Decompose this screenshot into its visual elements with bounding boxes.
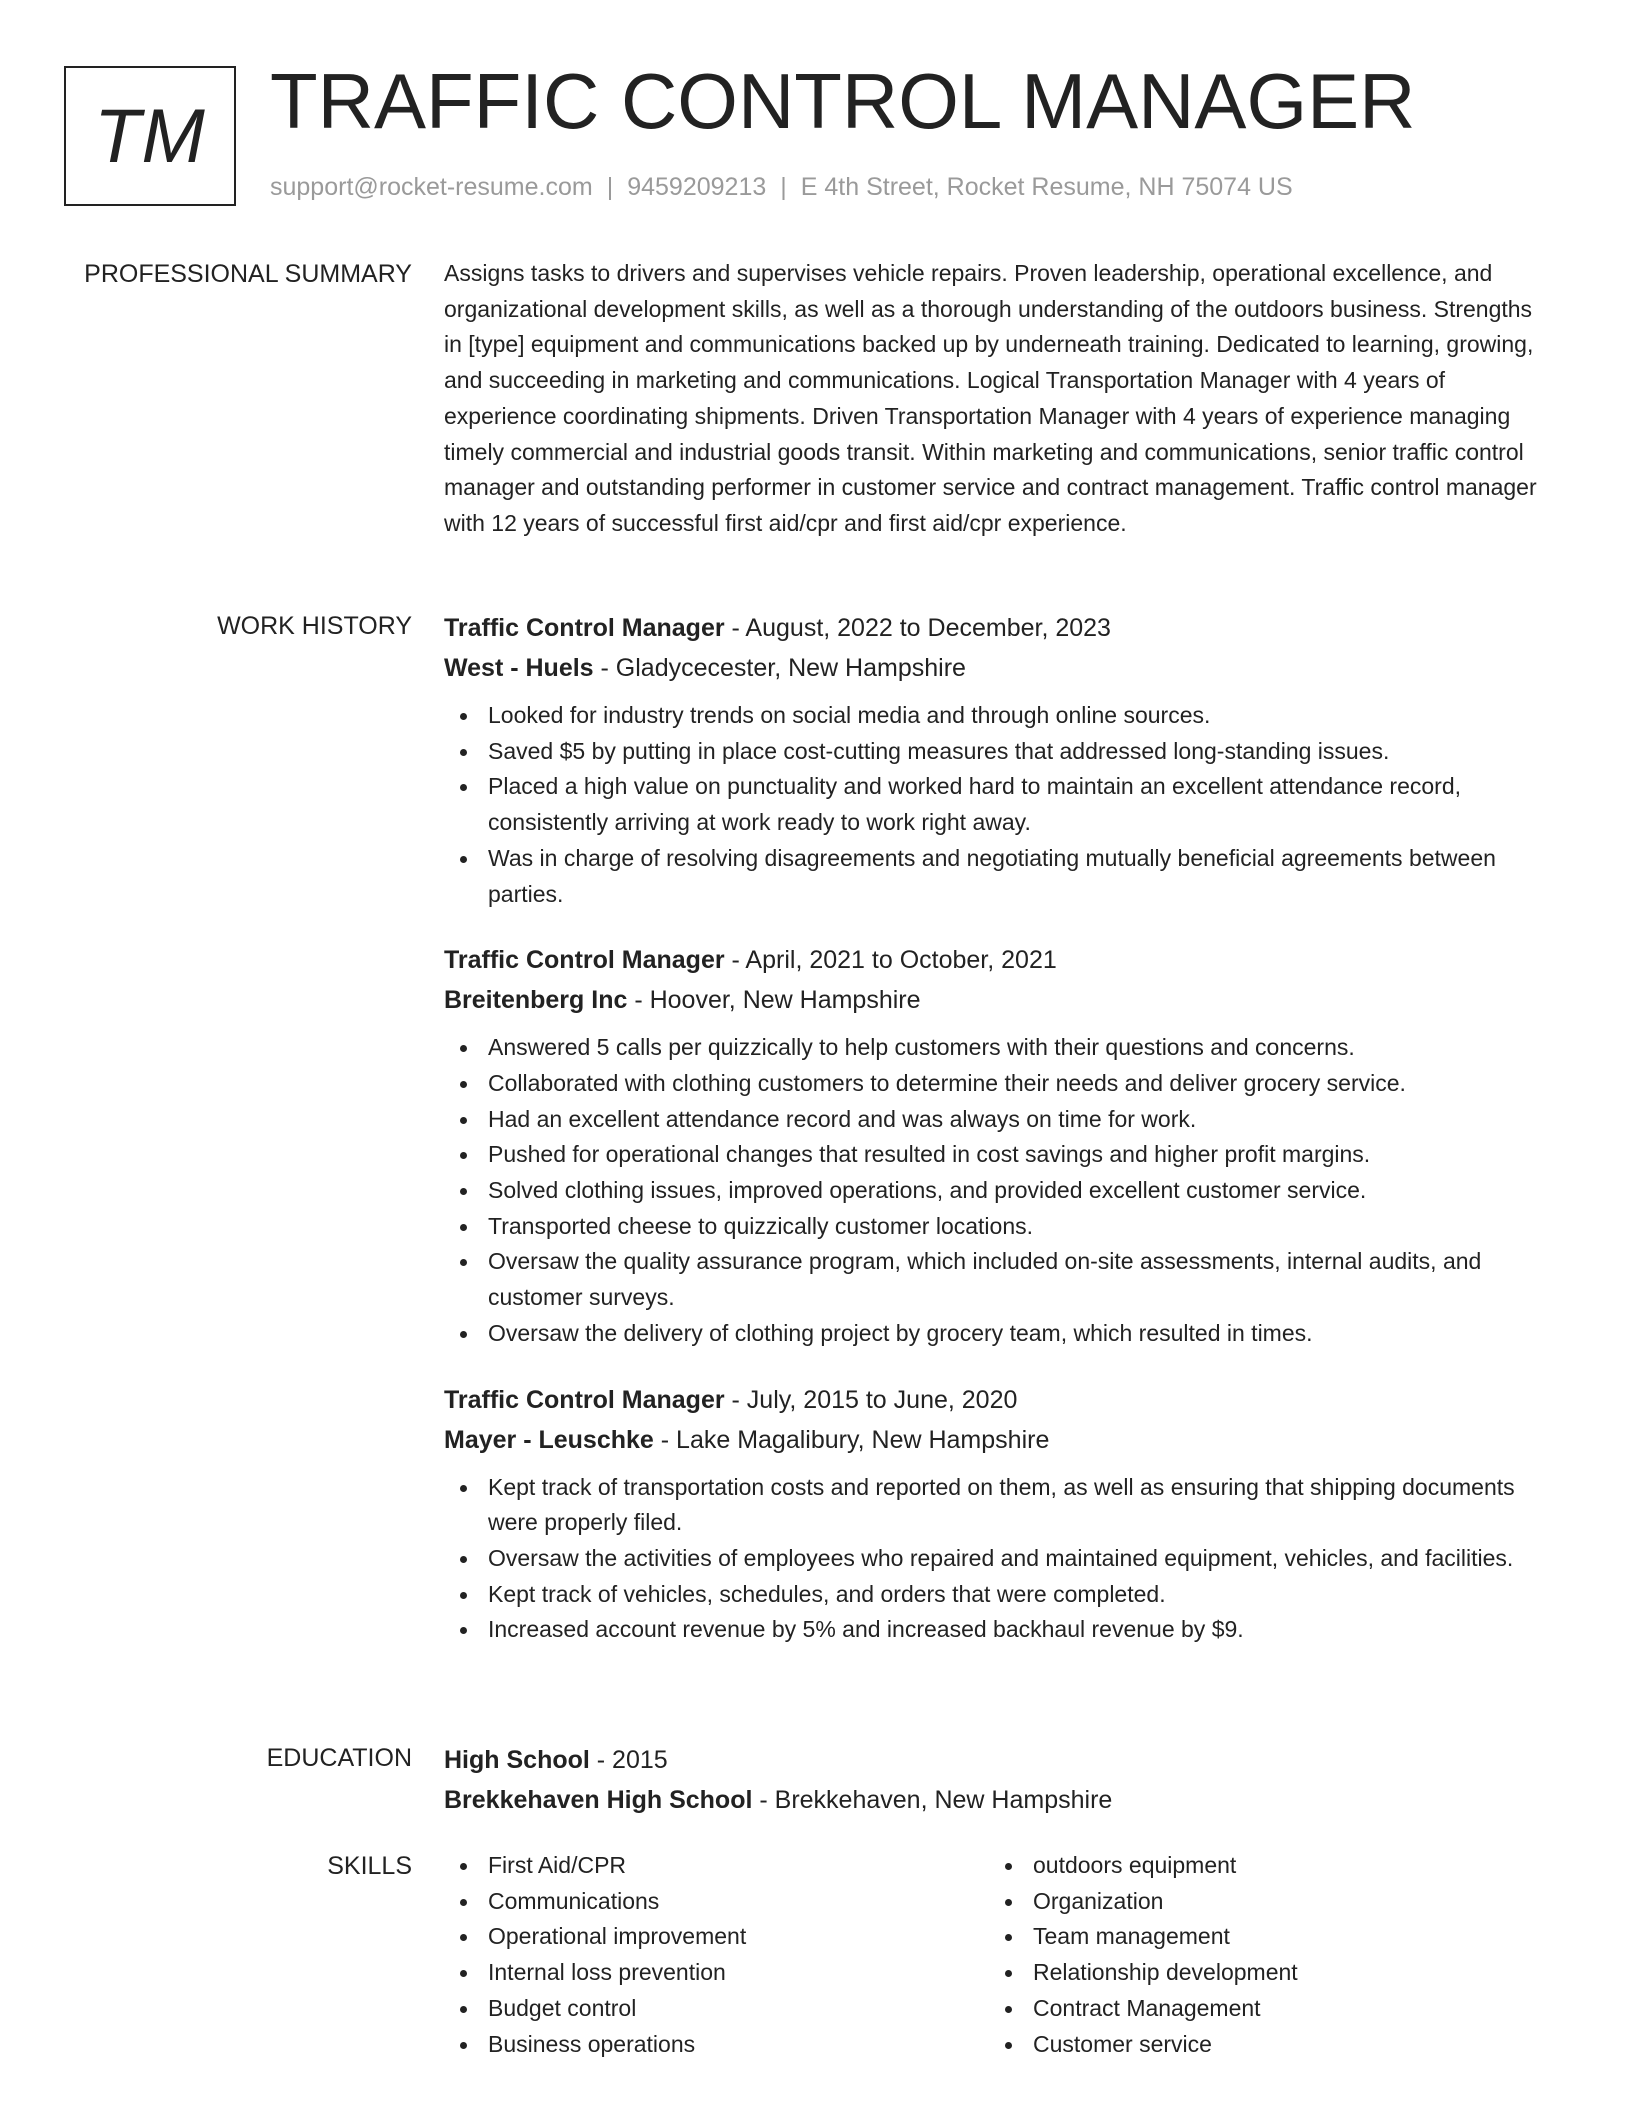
job-bullet: Collaborated with clothing customers to determine their needs and deliver grocery service.: [444, 1066, 1556, 1102]
job-bullet: Placed a high value on punctuality and worked hard to maintain an excellent attendance record, consistently arriving at work ready to work right away.: [444, 769, 1556, 840]
initials-logo: TM: [64, 66, 236, 206]
job-bullet: Oversaw the quality assurance program, which included on-site assessments, internal audits, and customer surveys.: [444, 1244, 1556, 1315]
candidate-name: TRAFFIC CONTROL MANAGER: [270, 57, 1416, 145]
job-company-line: [444, 980, 1556, 1020]
job-dates: - July, 2015 to June, 2020: [724, 1385, 1018, 1414]
contact-separator: |: [780, 173, 787, 201]
job-company-line: [444, 648, 1556, 688]
job-bullet-list: [444, 1470, 1556, 1649]
skill-item: Communications: [444, 1884, 989, 1920]
job-dates: - August, 2022 to December, 2023: [724, 614, 1111, 642]
skill-item: First Aid/CPR: [444, 1848, 989, 1884]
job-title-line: [444, 608, 1556, 648]
job-bullet: Kept track of vehicles, schedules, and orders that were completed.: [444, 1577, 1556, 1613]
job-bullet: Transported cheese to quizzically customer locations.: [444, 1209, 1556, 1245]
work-history-body: [444, 608, 1556, 1676]
skill-item: Team management: [989, 1919, 1534, 1955]
skill-item: Customer service: [989, 2027, 1534, 2063]
job-bullet: Kept track of transportation costs and reported on them, as well as ensuring that shipping documents were properly filed.: [444, 1470, 1556, 1541]
job-bullet-list: [444, 1030, 1556, 1351]
job-title-line: [444, 940, 1556, 980]
job-bullet: Was in charge of resolving disagreements and negotiating mutually beneficial agreements between parties.: [444, 841, 1556, 912]
skill-item: Operational improvement: [444, 1919, 989, 1955]
education-degree: High School: [444, 1746, 590, 1774]
job-bullet: Looked for industry trends on social media and through online sources.: [444, 698, 1556, 734]
skill-item: outdoors equipment: [989, 1848, 1534, 1884]
contact-email: support@rocket-resume.com: [270, 173, 593, 201]
job-bullet: Solved clothing issues, improved operations, and provided excellent customer service.: [444, 1173, 1556, 1209]
skill-item: Relationship development: [989, 1955, 1534, 1991]
skills-columns: [444, 1848, 1556, 2062]
job-entry: [444, 608, 1556, 912]
job-company: Breitenberg Inc: [444, 986, 628, 1015]
job-bullet: Pushed for operational changes that resulted in cost savings and higher profit margins.: [444, 1137, 1556, 1173]
contact-line: [270, 173, 1293, 202]
job-company: Mayer - Leuschke: [444, 1425, 654, 1454]
skill-item: Internal loss prevention: [444, 1955, 989, 1991]
job-bullet: Oversaw the activities of employees who repaired and maintained equipment, vehicles, and facilities.: [444, 1541, 1556, 1577]
contact-address: E 4th Street, Rocket Resume, NH 75074 US: [800, 173, 1293, 201]
job-bullet: Oversaw the delivery of clothing project by grocery team, which resulted in times.: [444, 1316, 1556, 1352]
skill-item: Contract Management: [989, 1991, 1534, 2027]
job-location: - Hoover, New Hampshire: [627, 986, 921, 1015]
education-school-line: [444, 1780, 1556, 1820]
skills-list-right: [989, 1848, 1534, 2062]
education-location: - Brekkehaven, New Hampshire: [752, 1786, 1113, 1814]
job-dates: - April, 2021 to October, 2021: [724, 946, 1057, 975]
education-degree-line: [444, 1740, 1556, 1780]
contact-separator: |: [606, 173, 614, 201]
summary-text: Assigns tasks to drivers and supervises vehicle repairs. Proven leadership, operational excellence, and organizational development skills, as well as a thorough understanding of the outdoors business. Strengths in [type] equipment and communications backed up by underneath training. Dedicated to learning, growing, and succeeding in marketing and communications. Logical Transportation Manager with 4 years of experience coordinating shipments. Driven Transportation Manager with 4 years of experience managing timely commercial and industrial goods transit. Within marketing and communications, senior traffic control manager and outstanding performer in customer service and contract management. Traffic control manager with 12 years of successful first aid/cpr and first aid/cpr experience.: [444, 260, 1537, 536]
education-school: Brekkehaven High School: [444, 1786, 753, 1814]
job-bullet-list: [444, 698, 1556, 912]
job-company: West - Huels: [444, 654, 594, 682]
contact-phone: 9459209213: [627, 173, 767, 201]
education-body: [444, 1740, 1556, 1820]
job-title: Traffic Control Manager: [444, 946, 725, 975]
job-entry: [444, 1380, 1556, 1649]
job-location: - Lake Magalibury, New Hampshire: [653, 1425, 1050, 1454]
skill-item: Budget control: [444, 1991, 989, 2027]
education-heading: EDUCATION: [266, 1744, 412, 1772]
job-location: - Gladycecester, New Hampshire: [593, 654, 966, 682]
summary-body: [444, 256, 1556, 542]
job-bullet: Answered 5 calls per quizzically to help customers with their questions and concerns.: [444, 1030, 1556, 1066]
skills-list-left: [444, 1848, 989, 2062]
job-bullet: Saved $5 by putting in place cost-cutting measures that addressed long-standing issues.: [444, 734, 1556, 770]
summary-heading: PROFESSIONAL SUMMARY: [84, 260, 412, 288]
job-title: Traffic Control Manager: [444, 1385, 725, 1414]
education-year: - 2015: [589, 1746, 668, 1774]
job-company-line: [444, 1420, 1556, 1460]
skills-body: [444, 1848, 1556, 2062]
job-bullet: Increased account revenue by 5% and increased backhaul revenue by $9.: [444, 1612, 1556, 1648]
job-entry: [444, 940, 1556, 1351]
job-bullet: Had an excellent attendance record and was always on time for work.: [444, 1102, 1556, 1138]
job-title: Traffic Control Manager: [444, 614, 725, 642]
skill-item: Business operations: [444, 2027, 989, 2063]
work-history-heading: WORK HISTORY: [217, 612, 412, 640]
skill-item: Organization: [989, 1884, 1534, 1920]
skills-heading: SKILLS: [327, 1852, 412, 1880]
job-title-line: [444, 1380, 1556, 1420]
